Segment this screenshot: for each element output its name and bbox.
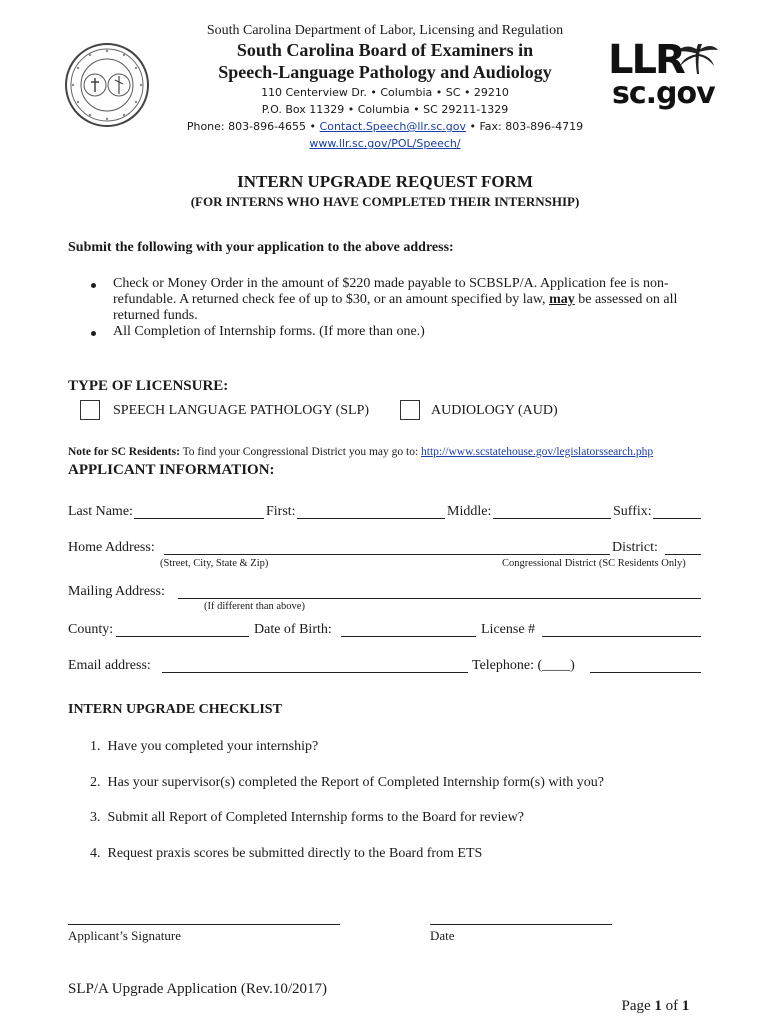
street-address: 110 Centerview Dr. • Columbia • SC • 29210 <box>261 86 509 99</box>
slp-checkbox[interactable] <box>80 400 100 420</box>
checklist-item: 2. Has your supervisor(s) completed the Report of Completed Internship form(s) with you? <box>90 775 605 790</box>
suffix-label: Suffix: <box>613 504 652 519</box>
dob-field[interactable] <box>341 636 476 637</box>
page-total: 1 <box>681 998 690 1014</box>
website-line <box>0 137 770 150</box>
board-name-line2: Speech-Language Pathology and Audiology <box>218 62 552 82</box>
email-field[interactable] <box>162 672 468 673</box>
fee-text-pre: refundable. A returned check fee of up to $30, or an amount specified by law, <box>113 292 550 307</box>
bullet-fee-line3: returned funds. <box>113 308 198 323</box>
checklist-heading: INTERN UPGRADE CHECKLIST <box>68 702 282 717</box>
po-box-address: P.O. Box 11329 • Columbia • SC 29211-1329 <box>261 103 509 116</box>
district-hint: Congressional District (SC Residents Only) <box>502 558 686 569</box>
aud-option-label: AUDIOLOGY (AUD) <box>431 403 558 418</box>
checklist-item: 3. Submit all Report of Completed Internship forms to the Board for review? <box>90 810 524 825</box>
submit-heading: Submit the following with your application to the above address: <box>68 240 454 255</box>
license-field[interactable] <box>542 636 701 637</box>
signature-date-label: Date <box>430 928 455 943</box>
page-prefix: Page <box>621 998 655 1014</box>
footer-form-id: SLP/A Upgrade Application (Rev.10/2017) <box>68 981 327 997</box>
contact-email-link[interactable]: Contact.Speech@llr.sc.gov <box>319 120 466 133</box>
fee-text-may: may <box>549 292 575 307</box>
bullet-dot <box>91 331 96 336</box>
telephone-label: Telephone: (____) <box>472 658 575 673</box>
mailing-address-label: Mailing Address: <box>68 584 165 599</box>
page-num: 1 <box>654 998 662 1014</box>
applicant-heading: APPLICANT INFORMATION: <box>68 462 275 478</box>
fax-text: • Fax: 803-896-4719 <box>465 120 584 133</box>
contact-line <box>0 120 770 133</box>
suffix-field[interactable] <box>653 518 701 519</box>
license-label: License # <box>481 622 536 637</box>
aud-checkbox[interactable] <box>400 400 420 420</box>
telephone-field[interactable] <box>590 672 701 673</box>
county-field[interactable] <box>116 636 249 637</box>
middle-name-label: Middle: <box>447 504 492 519</box>
county-label: County: <box>68 622 114 637</box>
phone-text: Phone: 803-896-4655 • <box>186 120 320 133</box>
fee-text-post: be assessed on all <box>574 292 678 307</box>
note-label: Note for SC Residents: <box>68 446 180 458</box>
first-name-label: First: <box>266 504 296 519</box>
bullet-dot <box>91 283 96 288</box>
district-label: District: <box>612 540 658 555</box>
page-of: of <box>661 998 682 1014</box>
form-title: INTERN UPGRADE REQUEST FORM <box>237 172 533 191</box>
form-subtitle: (FOR INTERNS WHO HAVE COMPLETED THEIR INTERNSHIP) <box>190 194 580 209</box>
bullet-fee-line1: Check or Money Order in the amount of $220 made payable to SCBSLP/A. Application fee is non- <box>113 276 669 291</box>
statehouse-search-link[interactable]: http://www.scstatehouse.gov/legislatorssearch.php <box>421 446 654 458</box>
bullet-completion-forms: All Completion of Internship forms. (If more than one.) <box>113 324 425 339</box>
slp-option-label: SPEECH LANGUAGE PATHOLOGY (SLP) <box>113 403 370 418</box>
middle-name-field[interactable] <box>493 518 611 519</box>
district-field[interactable] <box>665 554 701 555</box>
website-link[interactable]: www.llr.sc.gov/POL/Speech/ <box>309 137 461 150</box>
home-address-field[interactable] <box>164 554 610 555</box>
board-name-line1: South Carolina Board of Examiners in <box>236 40 534 60</box>
checklist-item: 1. Have you completed your internship? <box>90 739 319 754</box>
district-note <box>68 446 653 458</box>
signature-date-field[interactable] <box>430 924 612 925</box>
footer-page-number <box>614 981 689 1015</box>
applicant-signature-label: Applicant’s Signature <box>68 928 182 943</box>
logo-text-top: LLR <box>608 37 684 83</box>
first-name-field[interactable] <box>297 518 445 519</box>
email-label: Email address: <box>68 658 151 673</box>
street-hint: (Street, City, State & Zip) <box>160 558 269 569</box>
mailing-address-field[interactable] <box>178 598 701 599</box>
checklist-item: 4. Request praxis scores be submitted directly to the Board from ETS <box>90 846 483 861</box>
logo-text-bottom: sc.gov <box>612 76 715 111</box>
licensure-heading: TYPE OF LICENSURE: <box>68 378 229 394</box>
applicant-signature-field[interactable] <box>68 924 340 925</box>
bullet-fee-line2 <box>113 292 677 308</box>
home-address-label: Home Address: <box>68 540 155 555</box>
dept-name: South Carolina Department of Labor, Licensing and Regulation <box>206 23 564 38</box>
dob-label: Date of Birth: <box>254 622 332 637</box>
note-text: To find your Congressional District you may go to: <box>179 446 422 458</box>
mailing-hint: (If different than above) <box>204 601 305 612</box>
last-name-label: Last Name: <box>68 504 133 519</box>
last-name-field[interactable] <box>134 518 264 519</box>
